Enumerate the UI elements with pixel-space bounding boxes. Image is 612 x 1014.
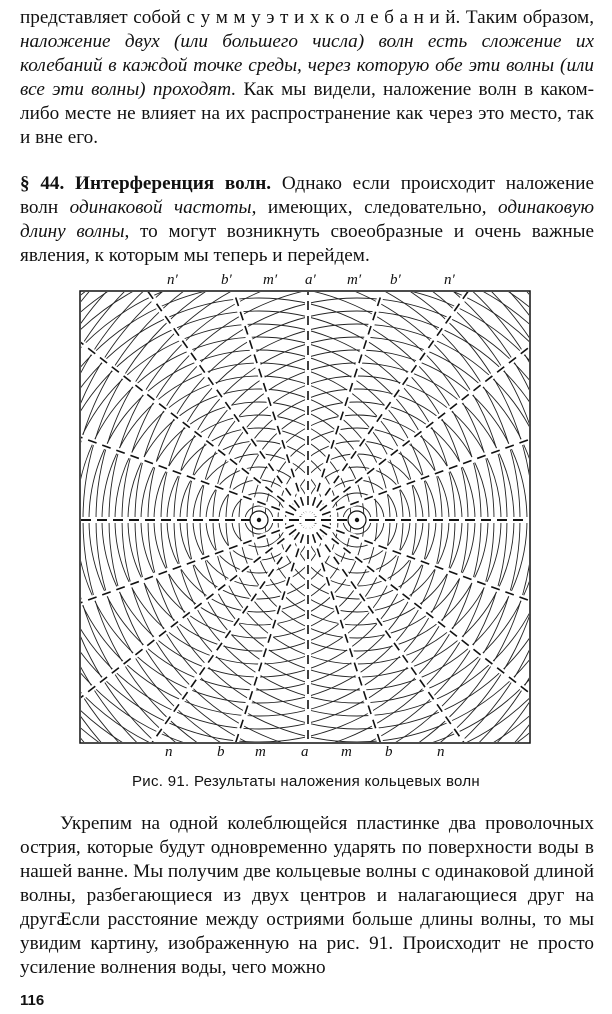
text-run: Как мы видели, наложение волн в каком-либо месте не влияет на их распространение как через это место, так и вне его. (20, 79, 594, 148)
figure-label-top: a′ (305, 272, 316, 288)
figure-label-bottom: n (437, 744, 445, 760)
nodal-gap (308, 290, 438, 520)
wave-source-dot (355, 518, 359, 522)
figure-label-top: b′ (390, 272, 401, 288)
figure-label-top: n′ (167, 272, 178, 288)
nodal-gap (79, 376, 308, 520)
section-heading: § 44. Интерференция волн. (20, 173, 272, 194)
figure-label-top: b′ (221, 272, 232, 288)
interference-figure (79, 290, 531, 744)
text-run: , то могут возникнуть своеобразные и очень важные явления, к которым мы теперь и перейдем. (20, 221, 594, 266)
figure-label-top: m′ (347, 272, 362, 288)
figure-label-top: n′ (444, 272, 455, 288)
paragraph-experiment: Укрепим на одной колеблющейся пластинке два проволочных острия, которые будут одновременно ударять по поверхности воды в нашей ванне. Мы получим две кольцевые волны с одинаковой длиной волны, разбегающиеся из двух центров и налагающиеся друг на друга. (20, 813, 594, 930)
figure-label-bottom: b (385, 744, 393, 760)
paragraph-superposition (20, 6, 594, 150)
paragraph-interference (20, 172, 594, 268)
figure-label-bottom: m (341, 744, 352, 760)
figure-label-top: m′ (263, 272, 278, 288)
italic-run: наложение двух (или большего числа) волн есть сложение их колебаний в каждой точке среды, через которую обе эти волны (или все эти волны) проходят. (20, 31, 594, 100)
figure-label-bottom: b (217, 744, 225, 760)
figure-label-bottom: m (255, 744, 266, 760)
text-run: представляет собой с у м м у э т и х к о л е б а н и й. Таким образом, (20, 7, 594, 28)
italic-run: одинаковой частоты (69, 197, 252, 218)
text-run: Однако если происходит наложение волн (20, 173, 594, 218)
nodal-gap (79, 520, 308, 664)
figure-label-bottom: a (301, 744, 309, 760)
paragraph-distance: Если расстояние между остриями больше длины волны, то мы увидим картину, изображенную на рис. 91. Происходит не просто усиление волнения воды, чего можно (20, 909, 594, 978)
wave-source-dot (257, 518, 261, 522)
italic-run: одинаковую длину волны (20, 197, 594, 242)
figure-caption: Рис. 91. Результаты наложения кольцевых волн (132, 773, 480, 790)
nodal-gap (178, 290, 308, 520)
text-run: , имеющих, следовательно, (251, 197, 499, 218)
figure-label-bottom: n (165, 744, 173, 760)
page-number: 116 (20, 992, 45, 1009)
